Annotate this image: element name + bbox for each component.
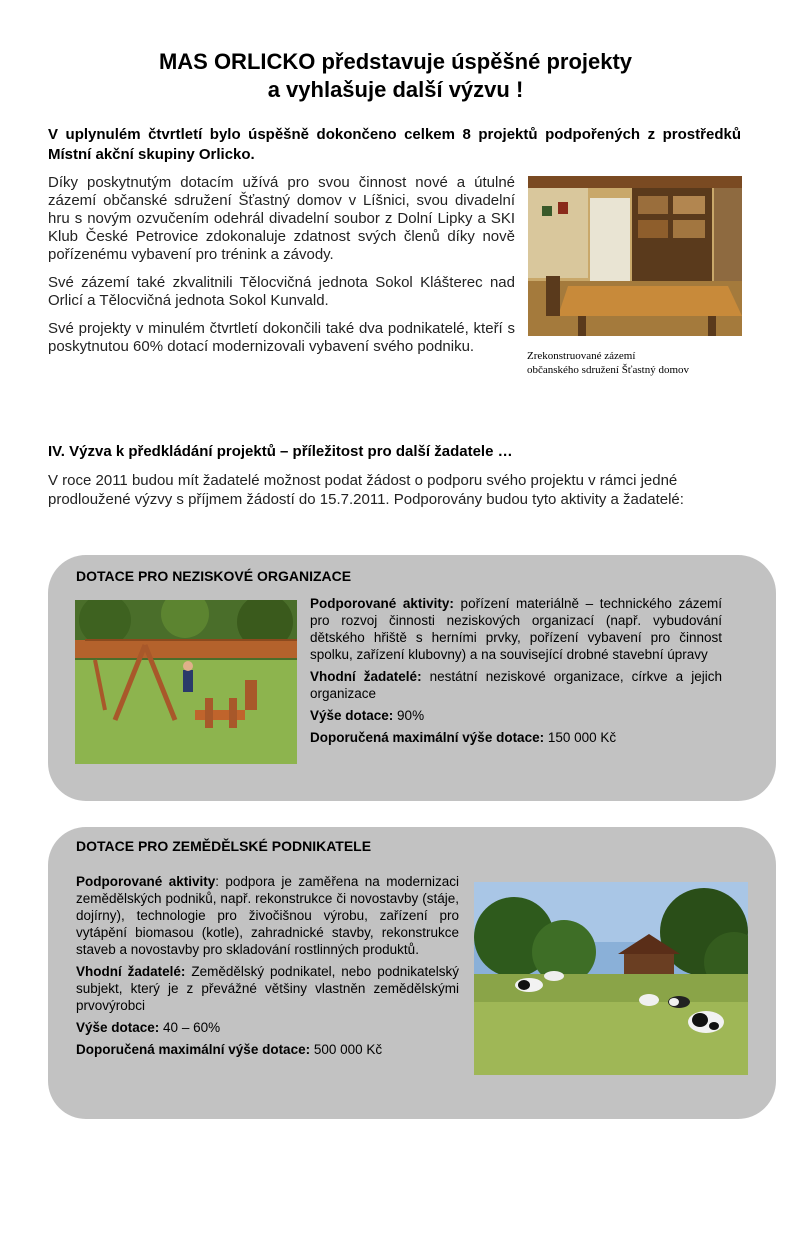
box-title: DOTACE PRO NEZISKOVÉ ORGANIZACE [76,568,352,584]
applicants-item [76,963,459,1014]
activities-label: Podporované aktivity: [310,596,454,611]
max-amount-text: 150 000 Kč [544,730,617,745]
applicants-label: Vhodní žadatelé: [76,964,186,979]
cows-photo [474,882,748,1075]
paragraph-1: Díky poskytnutým dotacím užívá pro svou činnost nové a útulné zázemí občanské sdružení Šťastný domov v Líšnici, svou divadelní hru s novým ozvučením odehrál divadelní soubor z Dolní Lipky a SKI Klub České Petrovice zdokonaluje zdatnost svých členů díky nově pořízenému vybavení pro trénink a závody. [48,174,515,263]
section-text: V roce 2011 budou mít žadatelé možnost podat žádost o podporu svého projektu v rámci jedné prodloužené výzvy s příjmem žádostí do 15.7.2011. Podporovány budou tyto aktivity a žadatelé: [48,472,684,508]
title-line-1: MAS ORLICKO představuje úspěšné projekty [158,49,633,74]
title-line-2: a vyhlašuje další výzvu ! [267,77,524,102]
page-title [0,48,791,104]
applicants-text: nestátní neziskové organizace, církve a jejich organizace [310,669,722,701]
applicants-item [310,668,722,702]
activities-item [76,873,459,958]
activities-text: : podpora je zaměřena na modernizaci zemědělských podniků, např. rekonstrukce či novostavby (stáje, dojírny), technologie pro živočišnou výrobu, zařízení pro vytápění biomasou (kotle), zahradnické stavby, rekonstrukce staveb a novostavby pro skladování rostlinných produktů. [76,874,459,957]
section-heading: IV. Výzva k předkládání projektů – příležitost pro další žadatele … [48,443,513,460]
photo-caption [527,349,767,377]
max-amount-label: Doporučená maximální výše dotace: [310,730,545,745]
activities-label: Podporované aktivity [76,874,216,889]
applicants-text: Zemědělský podnikatel, nebo podnikatelský subjekt, který je z převážné většiny vlastněn zemědělskými prvovýrobci [76,964,460,1013]
max-amount-text: 500 000 Kč [310,1042,383,1057]
activities-text: pořízení materiálně – technického zázemí pro rozvoj činnosti neziskových organizací (např. vybudování dětského hřiště s herními prvky, pořízení vybavení pro činnost spolku, zařízení klubovny) a na související drobné stavební úpravy [310,596,722,662]
caption-line-1: Zrekonstruované zázemí [527,350,636,362]
max-amount-item [310,729,722,746]
amount-item [310,707,722,724]
nonprofit-grant-box [48,555,776,801]
max-amount-label: Doporučená maximální výše dotace: [76,1042,311,1057]
farmer-grant-details [76,873,459,1063]
amount-item [76,1019,459,1036]
box-title: DOTACE PRO ZEMĚDĚLSKÉ PODNIKATELE [76,838,372,854]
nonprofit-grant-details [310,595,722,751]
amount-label: Výše dotace: [76,1020,160,1035]
amount-text: 40 – 60% [159,1020,221,1035]
amount-text: 90% [393,708,425,723]
paragraph-3: Své projekty v minulém čtvrtletí dokončili také dva podnikatelé, kteří s poskytnutou 60% dotací modernizovali vybavení svého podniku. [48,320,515,355]
interior-photo [528,176,742,336]
projects-text-column [48,174,515,366]
activities-item [310,595,722,663]
caption-line-2: občanského sdružení Šťastný domov [527,364,690,376]
amount-label: Výše dotace: [310,708,394,723]
playground-photo [75,600,297,764]
paragraph-2: Své zázemí také zkvalitnili Tělocvičná jednota Sokol Klášterec nad Orlicí a Tělocvičná jednota Sokol Kunvald. [48,274,515,309]
intro-paragraph: V uplynulém čtvrtletí bylo úspěšně dokončeno celkem 8 projektů podpořených z prostředků Místní akční skupiny Orlicko. [48,126,741,163]
applicants-label: Vhodní žadatelé: [310,669,422,684]
farmer-grant-box [48,827,776,1119]
max-amount-item [76,1041,459,1058]
